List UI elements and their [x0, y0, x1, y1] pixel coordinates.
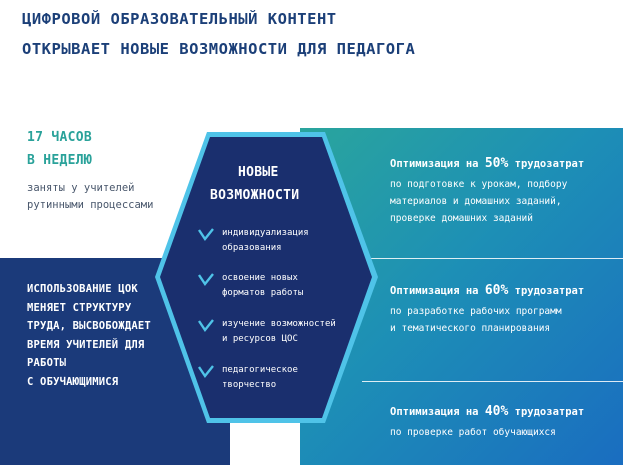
optimization-1-title: Оптимизация на 50% трудозатрат — [390, 156, 585, 171]
structure-line-4: ВРЕМЯ УЧИТЕЛЕЙ ДЛЯ — [27, 338, 145, 351]
structure-line-1: ИСПОЛЬЗОВАНИЕ ЦОК — [27, 283, 138, 295]
hours-description-line-2: рутинными процессами — [27, 199, 154, 211]
optimization-3-percent: 40% — [484, 404, 509, 419]
hours-description-line-1: заняты у учителей — [27, 182, 135, 194]
check-icon — [196, 363, 216, 379]
structure-line-5: РАБОТЫ — [27, 357, 67, 369]
hexagon-title-line-2: ВОЗМОЖНОСТИ — [210, 188, 300, 203]
optimization-3-title: Оптимизация на 40% трудозатрат — [390, 404, 585, 419]
hours-count: 17 ЧАСОВ — [27, 130, 93, 145]
structure-line-6: С ОБУЧАЮЩИМИСЯ — [27, 375, 119, 388]
structure-line-3: ТРУДА, ВЫСВОБОЖДАЕТ — [27, 320, 151, 332]
optimization-1-percent: 50% — [484, 156, 509, 171]
check-icon — [196, 226, 216, 242]
hexagon-item-4: педагогическое творчество — [196, 363, 356, 393]
optimization-2-percent: 60% — [484, 283, 509, 298]
optimization-2-title: Оптимизация на 60% трудозатрат — [390, 283, 585, 298]
optimization-1-description: по подготовке к урокам, подбору материалов и домашних заданий, проверке домашних заданий — [390, 179, 568, 224]
hexagon-item-3: изучение возможностей и ресурсов ЦОС — [196, 317, 356, 347]
hexagon-title-line-1: НОВЫЕ — [238, 165, 279, 180]
optimization-3-description: по проверке работ обучающихся — [390, 427, 556, 438]
optimization-2-description: по разработке рабочих программ и тематического планирования — [390, 306, 562, 334]
check-icon — [196, 317, 216, 333]
headline-line-2: ОТКРЫВАЕТ НОВЫЕ ВОЗМОЖНОСТИ ДЛЯ ПЕДАГОГА — [22, 40, 416, 58]
hexagon-title — [200, 161, 330, 207]
hexagon-item-1: индивидуализация образования — [196, 226, 356, 256]
hours-period: В НЕДЕЛЮ — [27, 153, 93, 168]
hexagon-item-2: освоение новых форматов работы — [196, 271, 356, 301]
headline-line-1: ЦИФРОВОЙ ОБРАЗОВАТЕЛЬНЫЙ КОНТЕНТ — [22, 10, 337, 28]
structure-line-2: МЕНЯЕТ СТРУКТУРУ — [27, 301, 132, 314]
check-icon — [196, 271, 216, 287]
